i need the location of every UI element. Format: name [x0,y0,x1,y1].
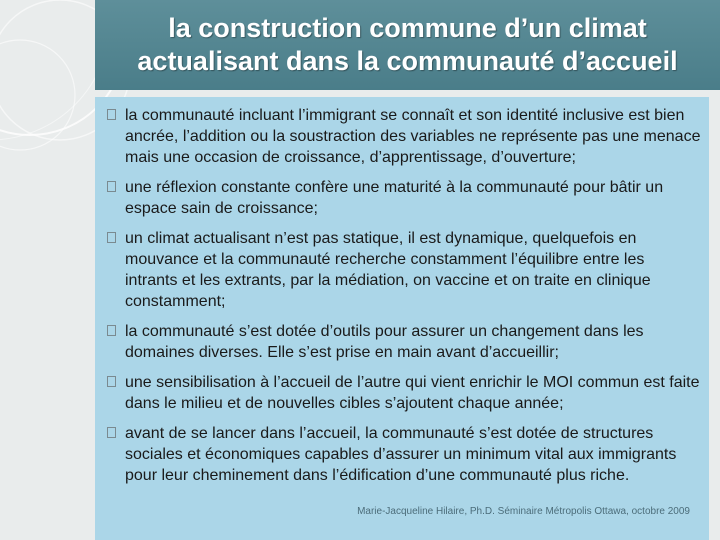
bullet-text: avant de se lancer dans l’accueil, la communauté s’est dotée de structures sociales et économiques capables d’assurer un minimum vital aux immigrants pour leur cheminement dans l’édification d’une communauté plus riche. [125,425,677,484]
bullet-list [95,97,709,486]
content-box [95,97,709,540]
bullet-marker-icon [107,325,116,336]
title-bar [95,0,720,90]
bullet-text: la communauté incluant l’immigrant se connaît et son identité inclusive est bien ancrée, l’addition ou la soustraction des variables ne représente pas une menace mais une occasion de croissance, d’apprentissage, d’ouverture; [125,107,701,166]
bullet-item [107,321,701,363]
bullet-item [107,228,701,312]
slide-title: la construction commune d’un climat actualisant dans la communauté d’accueil [137,13,678,76]
bullet-text: une sensibilisation à l’accueil de l’autre qui vient enrichir le MOI commun est faite dans le milieu et de nouvelles cibles s’ajoutent chaque année; [125,374,700,412]
slide-footer: Marie-Jacqueline Hilaire, Ph.D. Séminaire Métropolis Ottawa, octobre 2009 [357,506,690,517]
bullet-marker-icon [107,109,116,120]
bullet-text: la communauté s’est dotée d’outils pour assurer un changement dans les domaines diverses. Elle s’est prise en main avant d’accueillir; [125,323,644,361]
bullet-marker-icon [107,232,116,243]
bullet-item [107,372,701,414]
bullet-marker-icon [107,181,116,192]
bullet-marker-icon [107,376,116,387]
bullet-item [107,105,701,168]
bullet-item [107,177,701,219]
bullet-item [107,423,701,486]
bullet-text: un climat actualisant n’est pas statique, il est dynamique, quelquefois en mouvance et la communauté recherche constamment l’équilibre entre les intrants et les extrants, par la médiation, on vaccine et on traite en clinique constamment; [125,230,651,310]
bullet-text: une réflexion constante confère une maturité à la communauté pour bâtir un espace sain de croissance; [125,179,664,217]
bullet-marker-icon [107,427,116,438]
